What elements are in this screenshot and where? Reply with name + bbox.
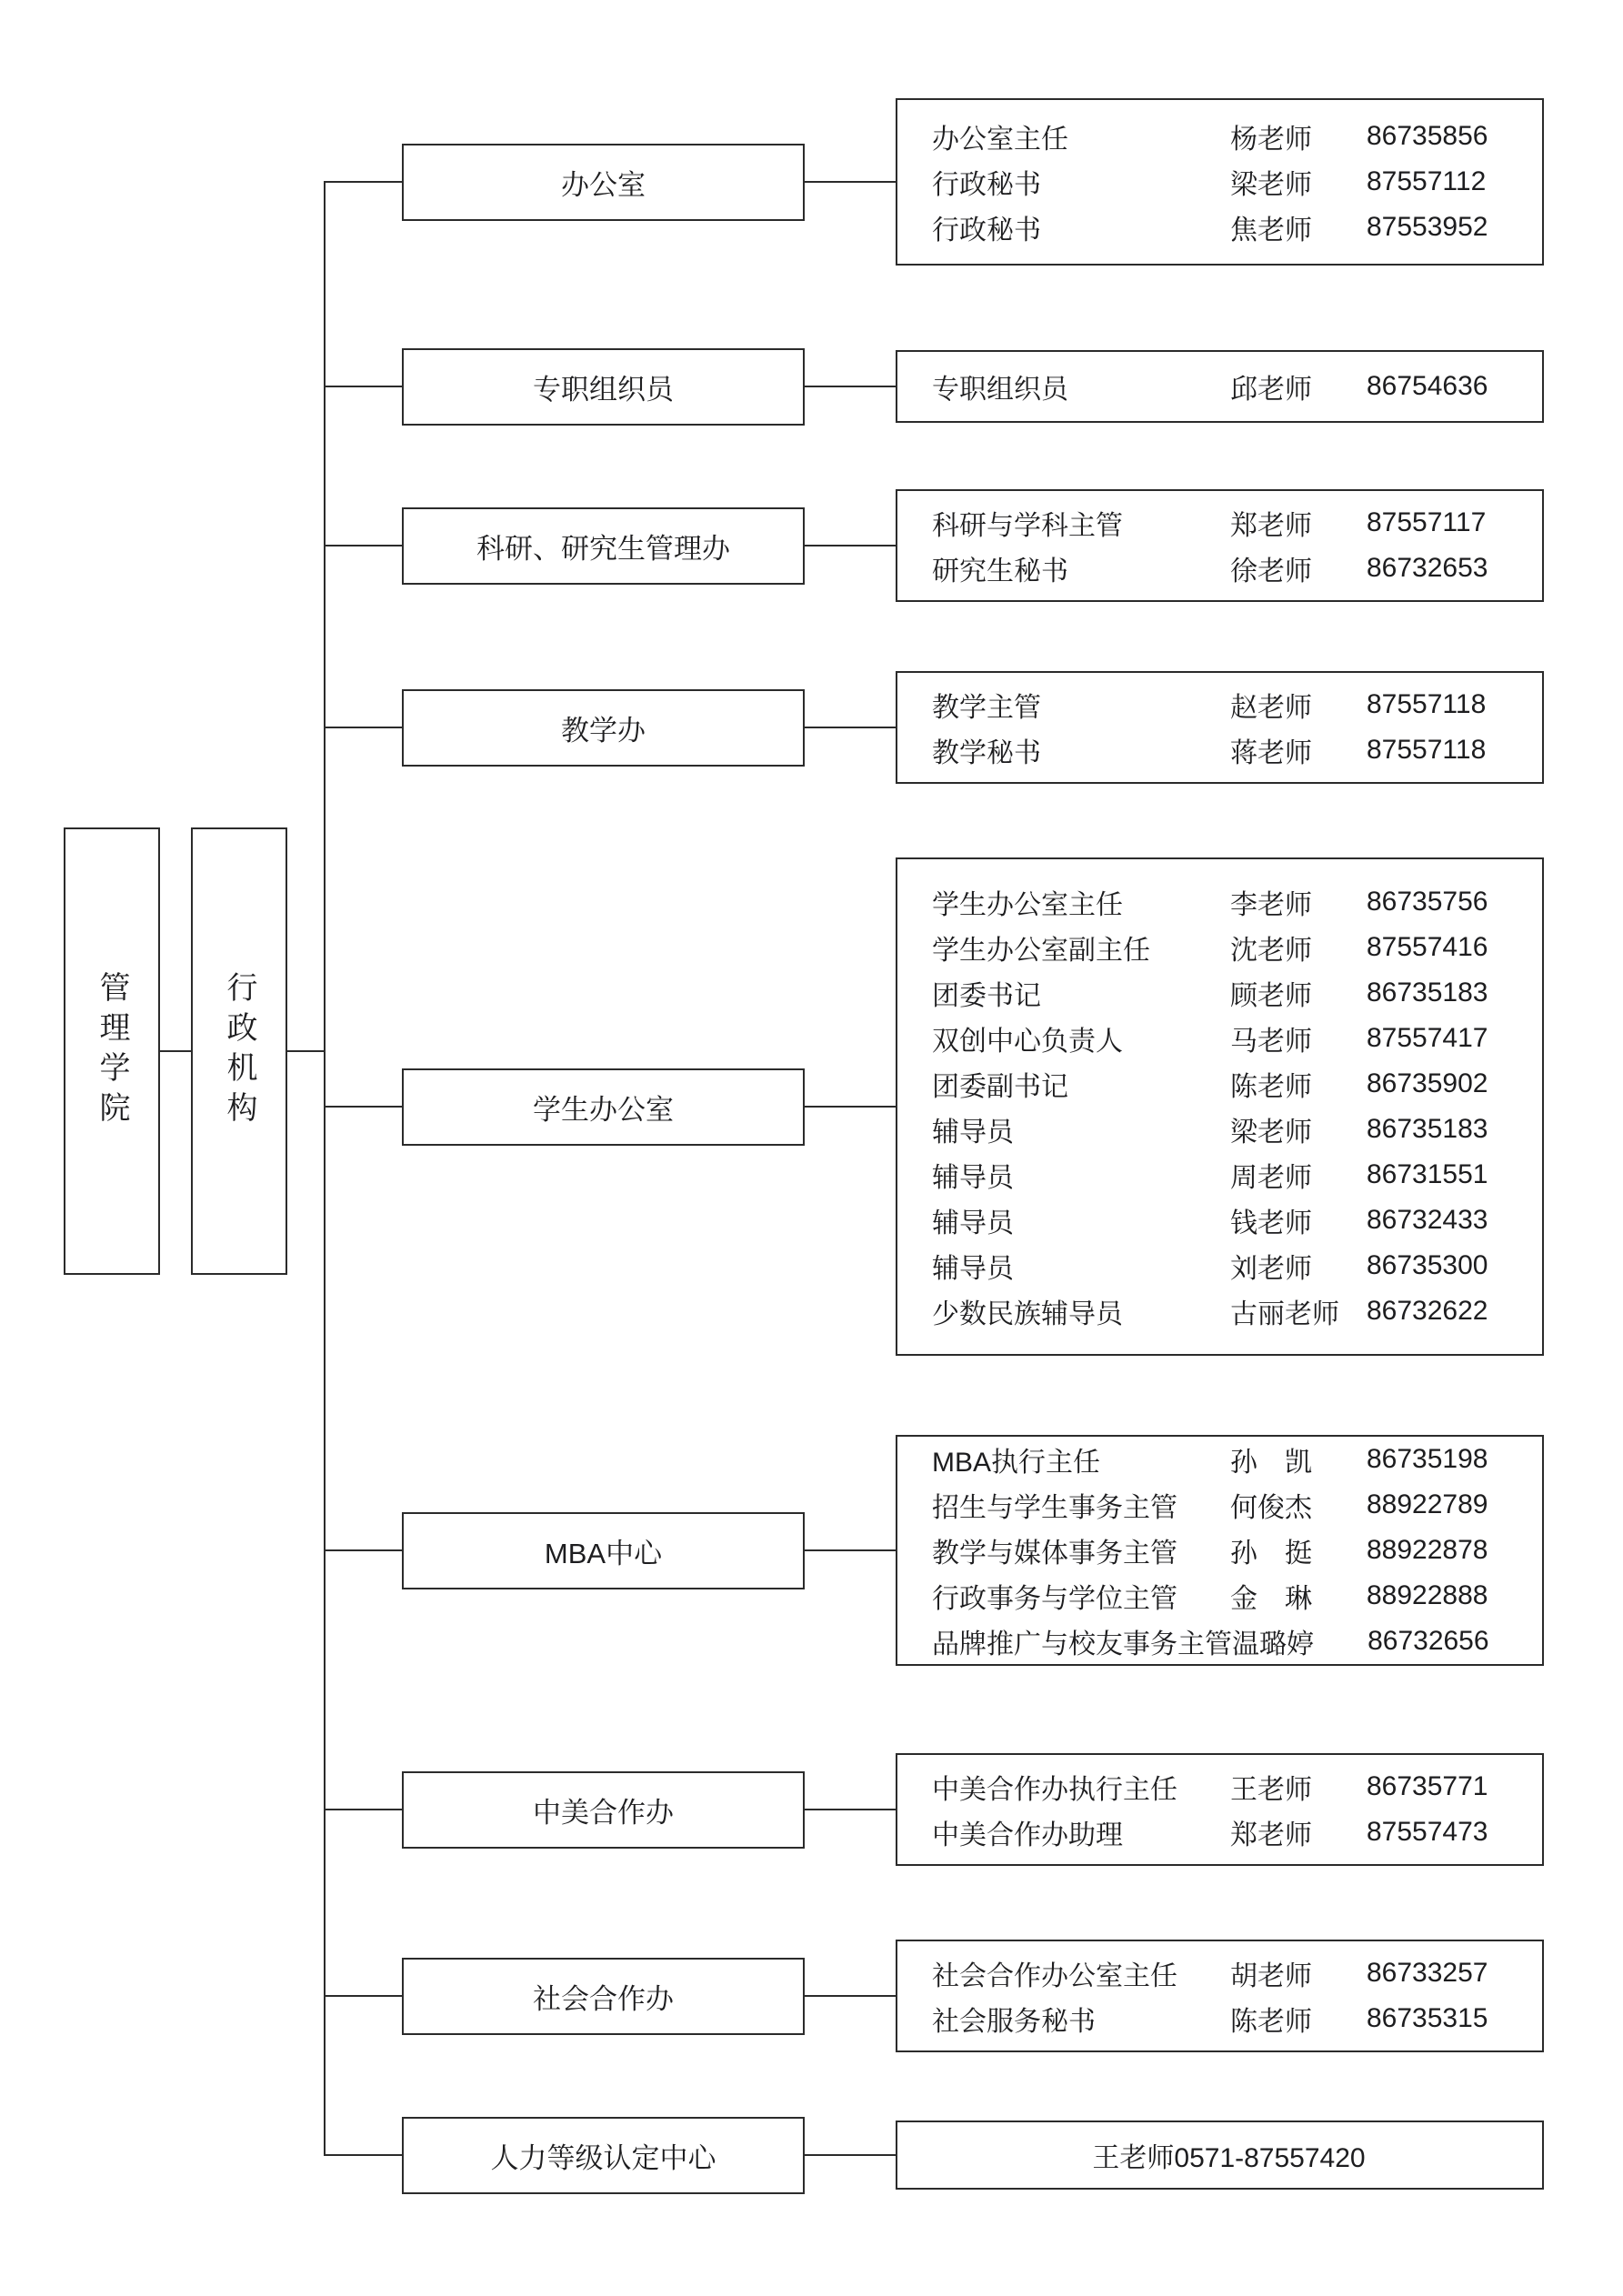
staff-phone: 87557417 [1367, 1023, 1488, 1053]
staff-row [932, 205, 1526, 250]
staff-phone: 86735771 [1367, 1771, 1488, 1801]
staff-name: 陈老师 [1230, 1072, 1312, 1102]
detail-box-mba-center [896, 1435, 1544, 1666]
connector-line [805, 727, 896, 728]
staff-phone: 88922789 [1367, 1489, 1488, 1519]
staff-phone: 86735902 [1367, 1068, 1488, 1098]
dept-label: 专职组织员 [533, 374, 674, 406]
staff-role: 科研与学科主管 [932, 511, 1123, 541]
connector-line [324, 1106, 402, 1108]
staff-row [932, 1573, 1526, 1619]
detail-box-teaching [896, 671, 1544, 784]
connector-line [805, 386, 896, 387]
staff-row [932, 879, 1526, 925]
staff-row [932, 1764, 1526, 1810]
staff-role: 教学主管 [932, 693, 1041, 723]
staff-row [932, 970, 1526, 1016]
staff-role: 团委副书记 [932, 1072, 1068, 1102]
staff-name: 蒋老师 [1230, 738, 1312, 768]
staff-row [932, 546, 1526, 591]
connector-line-org-to-trunk [287, 1050, 324, 1052]
staff-phone: 86732622 [1367, 1296, 1488, 1326]
detail-box-research-grad [896, 489, 1544, 602]
staff-row [932, 925, 1526, 970]
staff-name: 马老师 [1230, 1027, 1312, 1057]
staff-phone: 86732433 [1367, 1205, 1488, 1235]
staff-role: 中美合作办助理 [932, 1820, 1123, 1850]
staff-role: 学生办公室副主任 [932, 936, 1150, 966]
connector-line [805, 1995, 896, 1997]
staff-role: 研究生秘书 [932, 556, 1068, 587]
staff-row [932, 1152, 1526, 1198]
dept-label: 社会合作办 [533, 1983, 674, 2015]
staff-name: 刘老师 [1230, 1254, 1312, 1284]
connector-line [324, 1549, 402, 1551]
staff-role: MBA执行主任 [932, 1448, 1101, 1478]
connector-line [805, 181, 896, 183]
staff-note: 王老师0571-87557420 [1092, 2143, 1366, 2173]
staff-row [932, 159, 1526, 205]
staff-row [932, 1243, 1526, 1288]
staff-name: 梁老师 [1230, 170, 1312, 200]
staff-phone: 86733257 [1367, 1958, 1488, 1988]
connector-line [324, 545, 402, 546]
staff-phone: 86731551 [1367, 1159, 1488, 1189]
staff-name: 徐老师 [1230, 556, 1312, 587]
staff-name: 顾老师 [1230, 981, 1312, 1011]
dept-label: 科研、研究生管理办 [476, 533, 730, 565]
staff-row [932, 1528, 1526, 1573]
staff-phone: 87557117 [1367, 507, 1487, 537]
staff-role: 学生办公室主任 [932, 890, 1123, 920]
staff-phone: 86735183 [1367, 978, 1488, 1008]
dept-box-research-grad [402, 507, 805, 585]
staff-row [932, 1810, 1526, 1855]
dept-label: MBA中心 [544, 1538, 663, 1569]
staff-role: 辅导员 [932, 1163, 1014, 1193]
staff-row [932, 1619, 1526, 1664]
root-box-label: 管理学院 [95, 971, 129, 1131]
staff-name: 杨老师 [1230, 125, 1312, 155]
staff-name: 焦老师 [1230, 216, 1312, 246]
connector-line [805, 1809, 896, 1810]
dept-box-mba-center [402, 1512, 805, 1589]
staff-role: 教学与媒体事务主管 [932, 1539, 1177, 1569]
staff-phone: 87557118 [1367, 689, 1487, 719]
dept-box-sino-us [402, 1771, 805, 1849]
staff-phone: 86735856 [1367, 121, 1488, 151]
staff-role: 专职组织员 [932, 375, 1068, 405]
staff-name: 梁老师 [1230, 1118, 1312, 1148]
staff-row [932, 364, 1526, 409]
connector-line [324, 1809, 402, 1810]
staff-phone: 86735315 [1367, 2003, 1488, 2033]
dept-label: 学生办公室 [533, 1094, 674, 1126]
detail-box-organizer [896, 350, 1544, 423]
detail-box-student-office [896, 857, 1544, 1356]
staff-row [932, 1016, 1526, 1061]
staff-name: 赵老师 [1230, 693, 1312, 723]
staff-phone: 87557416 [1367, 932, 1488, 962]
staff-role: 中美合作办执行主任 [932, 1775, 1177, 1805]
staff-phone: 86754636 [1367, 371, 1488, 401]
dept-label: 中美合作办 [533, 1797, 674, 1829]
dept-label: 办公室 [561, 169, 646, 201]
staff-role: 辅导员 [932, 1254, 1014, 1284]
staff-phone: 86735183 [1367, 1114, 1488, 1144]
staff-row [932, 1950, 1526, 1996]
connector-line [324, 1995, 402, 1997]
staff-row [932, 682, 1526, 727]
staff-name: 胡老师 [1230, 1961, 1312, 1991]
connector-line [805, 1549, 896, 1551]
staff-row [932, 1482, 1526, 1528]
staff-role: 教学秘书 [932, 738, 1041, 768]
staff-role: 辅导员 [932, 1208, 1014, 1238]
dept-box-teaching [402, 689, 805, 767]
staff-name: 李老师 [1230, 890, 1312, 920]
staff-row [932, 1061, 1526, 1107]
root-box [64, 827, 160, 1275]
connector-line [805, 2154, 896, 2156]
dept-box-social-coop [402, 1958, 805, 2035]
staff-name: 沈老师 [1230, 936, 1312, 966]
staff-phone: 86735756 [1367, 887, 1488, 917]
staff-row [932, 1288, 1526, 1334]
staff-row [932, 114, 1526, 159]
staff-role: 少数民族辅导员 [932, 1299, 1123, 1329]
dept-box-hr-certification [402, 2117, 805, 2194]
dept-label: 人力等级认定中心 [490, 2142, 716, 2174]
staff-row [932, 1996, 1526, 2041]
staff-name: 何俊杰 [1230, 1493, 1312, 1523]
staff-role: 双创中心负责人 [932, 1027, 1123, 1057]
staff-row [932, 727, 1526, 773]
detail-box-hr-certification [896, 2121, 1544, 2190]
staff-name: 孙 凯 [1230, 1448, 1312, 1478]
staff-name: 王老师 [1230, 1775, 1312, 1805]
staff-name: 金 琳 [1230, 1584, 1312, 1614]
staff-role: 行政事务与学位主管 [932, 1584, 1177, 1614]
connector-line [324, 386, 402, 387]
staff-phone: 86732656 [1368, 1626, 1489, 1656]
staff-name: 郑老师 [1230, 1820, 1312, 1850]
staff-name: 邱老师 [1230, 375, 1312, 405]
org-box [191, 827, 287, 1275]
staff-row [932, 1107, 1526, 1152]
staff-phone: 86735300 [1367, 1250, 1488, 1280]
staff-role: 辅导员 [932, 1118, 1014, 1148]
staff-name: 温璐婷 [1232, 1629, 1314, 1659]
connector-line [324, 727, 402, 728]
detail-box-sino-us [896, 1753, 1544, 1866]
staff-role: 行政秘书 [932, 216, 1041, 246]
connector-line-root-to-org [160, 1050, 191, 1052]
trunk-line [324, 181, 326, 2156]
staff-phone: 87557112 [1367, 166, 1487, 196]
staff-name: 陈老师 [1230, 2007, 1312, 2037]
staff-phone: 86732653 [1367, 553, 1488, 583]
dept-box-office [402, 144, 805, 221]
staff-row [932, 500, 1526, 546]
connector-line [805, 1106, 896, 1108]
staff-role: 招生与学生事务主管 [932, 1493, 1177, 1523]
staff-row [932, 1198, 1526, 1243]
staff-phone: 88922878 [1367, 1535, 1488, 1565]
detail-box-social-coop [896, 1940, 1544, 2052]
staff-phone: 88922888 [1367, 1580, 1488, 1610]
staff-phone: 87557473 [1367, 1817, 1488, 1847]
staff-phone: 87557118 [1367, 735, 1487, 765]
staff-name: 钱老师 [1230, 1208, 1312, 1238]
dept-box-organizer [402, 348, 805, 426]
staff-phone: 87553952 [1367, 212, 1488, 242]
staff-role: 行政秘书 [932, 170, 1041, 200]
staff-role: 团委书记 [932, 981, 1041, 1011]
staff-phone: 86735198 [1367, 1444, 1488, 1474]
staff-role: 品牌推广与校友事务主管 [932, 1629, 1232, 1659]
connector-line [324, 2154, 402, 2156]
connector-line [324, 181, 402, 183]
connector-line [805, 545, 896, 546]
staff-name: 孙 挺 [1230, 1539, 1312, 1569]
staff-role: 社会合作办公室主任 [932, 1961, 1177, 1991]
dept-label: 教学办 [561, 715, 646, 747]
detail-box-office [896, 98, 1544, 266]
staff-name: 古丽老师 [1230, 1299, 1339, 1329]
staff-role: 社会服务秘书 [932, 2007, 1096, 2037]
staff-row [932, 1437, 1526, 1482]
staff-name: 郑老师 [1230, 511, 1312, 541]
staff-name: 周老师 [1230, 1163, 1312, 1193]
dept-box-student-office [402, 1068, 805, 1146]
staff-role: 办公室主任 [932, 125, 1068, 155]
org-box-label: 行政机构 [222, 971, 256, 1131]
